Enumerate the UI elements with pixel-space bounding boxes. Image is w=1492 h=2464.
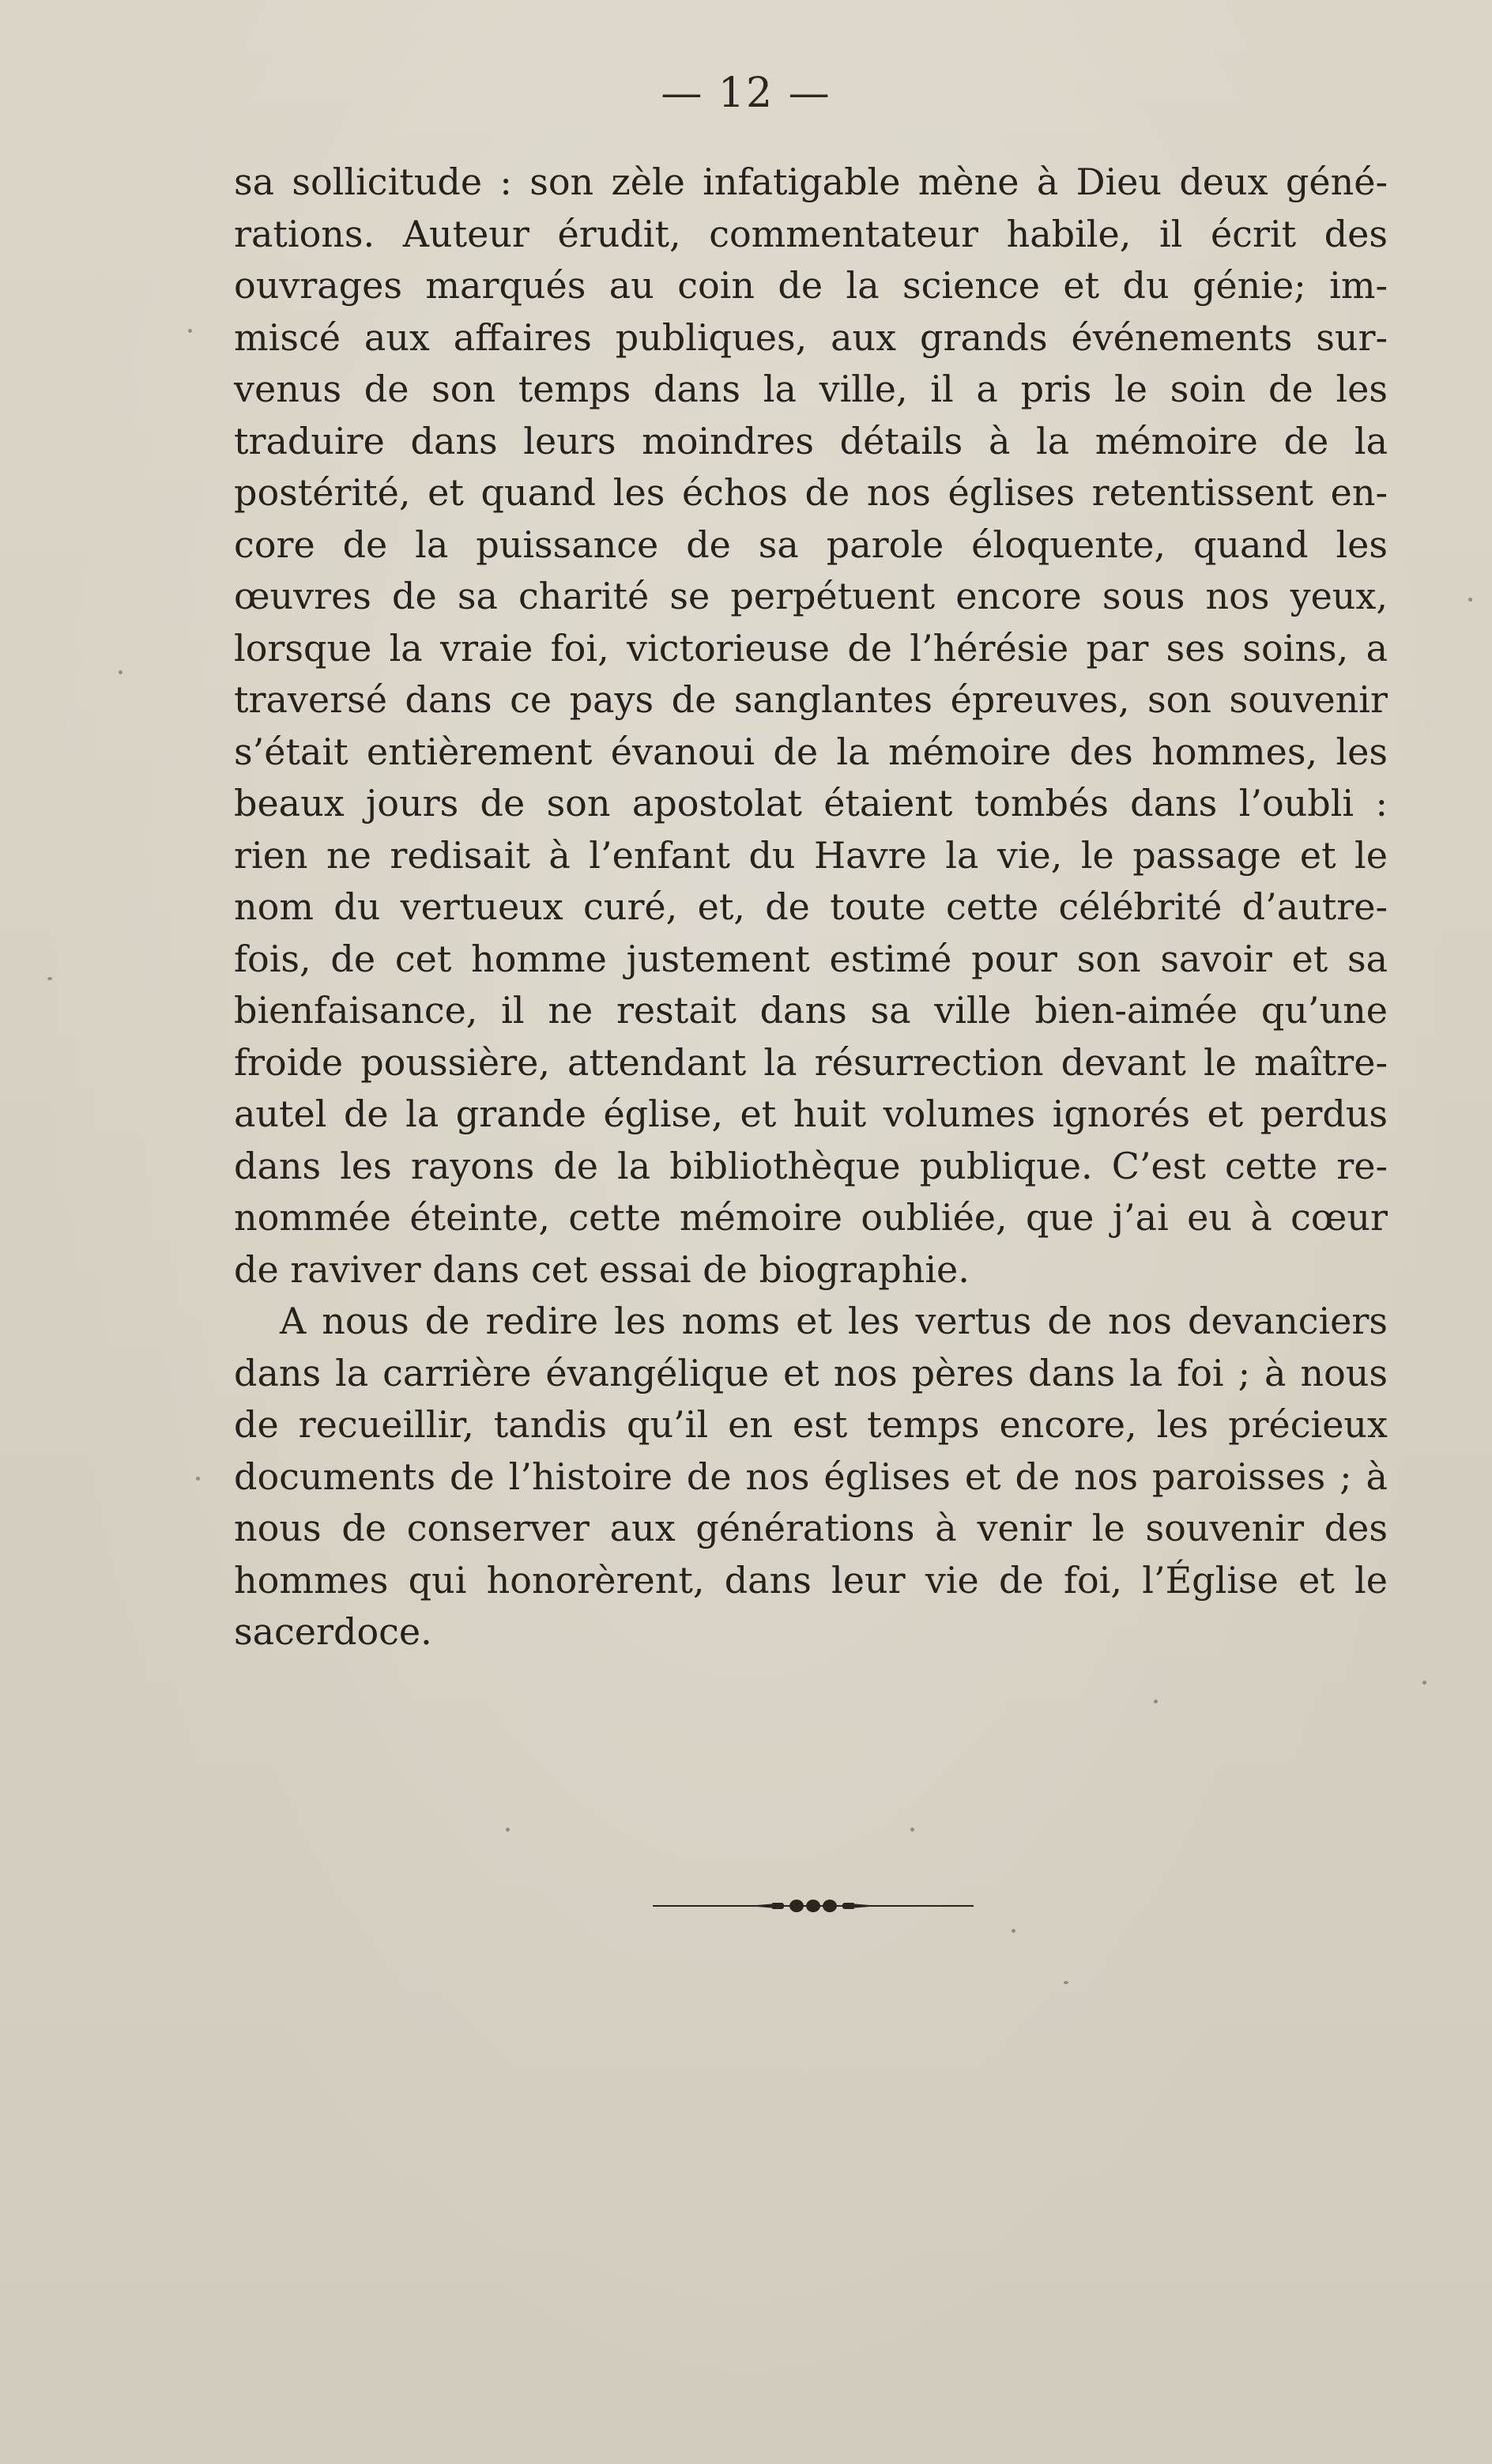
paper-speck [1012,1929,1015,1933]
text-line: A nous de redire les noms et les vertus de nos devanciers [280,1300,1388,1342]
text-line: traduire dans leurs moindres détails à la mémoire de la [234,419,1388,462]
text-line: ouvrages marqués au coin de la science et du génie; im- [234,264,1388,307]
paper-speck [1468,598,1472,602]
end-of-text-rule-ornament-icon [653,1896,974,1916]
text-line: froide poussière, attendant la résurrection devant le maître- [234,1040,1388,1084]
text-line: rien ne redisait à l’enfant du Havre la vie, le passage et le [234,833,1388,877]
text-line: autel de la grande église, et huit volumes ignorés et perdus [234,1092,1388,1135]
text-line: lorsque la vraie foi, victorieuse de l’hérésie par ses soins, a [234,626,1388,670]
text-line: s’était entièrement évanoui de la mémoire des hommes, les [234,730,1388,773]
text-line: core de la puissance de sa parole éloquente, quand les [234,523,1388,566]
paper-speck [1422,1681,1426,1685]
text-line: de raviver dans cet essai de biographie. [234,1247,970,1291]
text-line: fois, de cet homme justement estimé pour son savoir et sa [234,937,1388,980]
text-line: œuvres de sa charité se perpétuent encore sous nos yeux, [234,575,1388,617]
paper-speck [196,1477,200,1481]
text-line: sacerdoce. [234,1610,432,1653]
text-line: dans les rayons de la bibliothèque publique. C’est cette re- [234,1144,1388,1187]
text-line: de recueillir, tandis qu’il en est temps encore, les précieux [234,1403,1388,1446]
text-line: nous de conserver aux générations à venir le souvenir des [234,1507,1388,1549]
text-line: documents de l’histoire de nos églises et de nos paroisses ; à [234,1455,1388,1498]
text-line: beaux jours de son apostolat étaient tombés dans l’oubli : [234,782,1388,824]
text-line: miscé aux affaires publiques, aux grands événements sur- [234,315,1388,359]
text-line: nommée éteinte, cette mémoire oubliée, que j’ai eu à cœur [234,1196,1388,1239]
text-line: traversé dans ce pays de sanglantes épreuves, son souvenir [234,678,1388,721]
paper-speck [119,670,122,674]
text-line: hommes qui honorèrent, dans leur vie de foi, l’Église et le [234,1558,1388,1602]
paper-speck [47,977,52,980]
paper-speck [910,1828,914,1832]
text-line: venus de son temps dans la ville, il a pris le soin de les [234,368,1388,410]
text-line: dans la carrière évangélique et nos pères dans la foi ; à nous [234,1351,1388,1394]
body-text [234,157,1388,1658]
paper-speck [1154,1700,1158,1704]
text-line: bienfaisance, il ne restait dans sa ville bien-aimée qu’une [234,989,1388,1032]
text-line: sa sollicitude : son zèle infatigable mène à Dieu deux géné- [234,160,1388,203]
paper-speck [506,1828,510,1832]
text-line: nom du vertueux curé, et, de toute cette célébrité d’autre- [234,885,1388,928]
paper-speck [1064,1981,1068,1984]
paper-speck [188,329,192,333]
text-line: rations. Auteur érudit, commentateur habile, il écrit des [234,212,1388,255]
page-number: — 12 — [661,70,831,117]
text-line: postérité, et quand les échos de nos églises retentissent en- [234,471,1388,514]
